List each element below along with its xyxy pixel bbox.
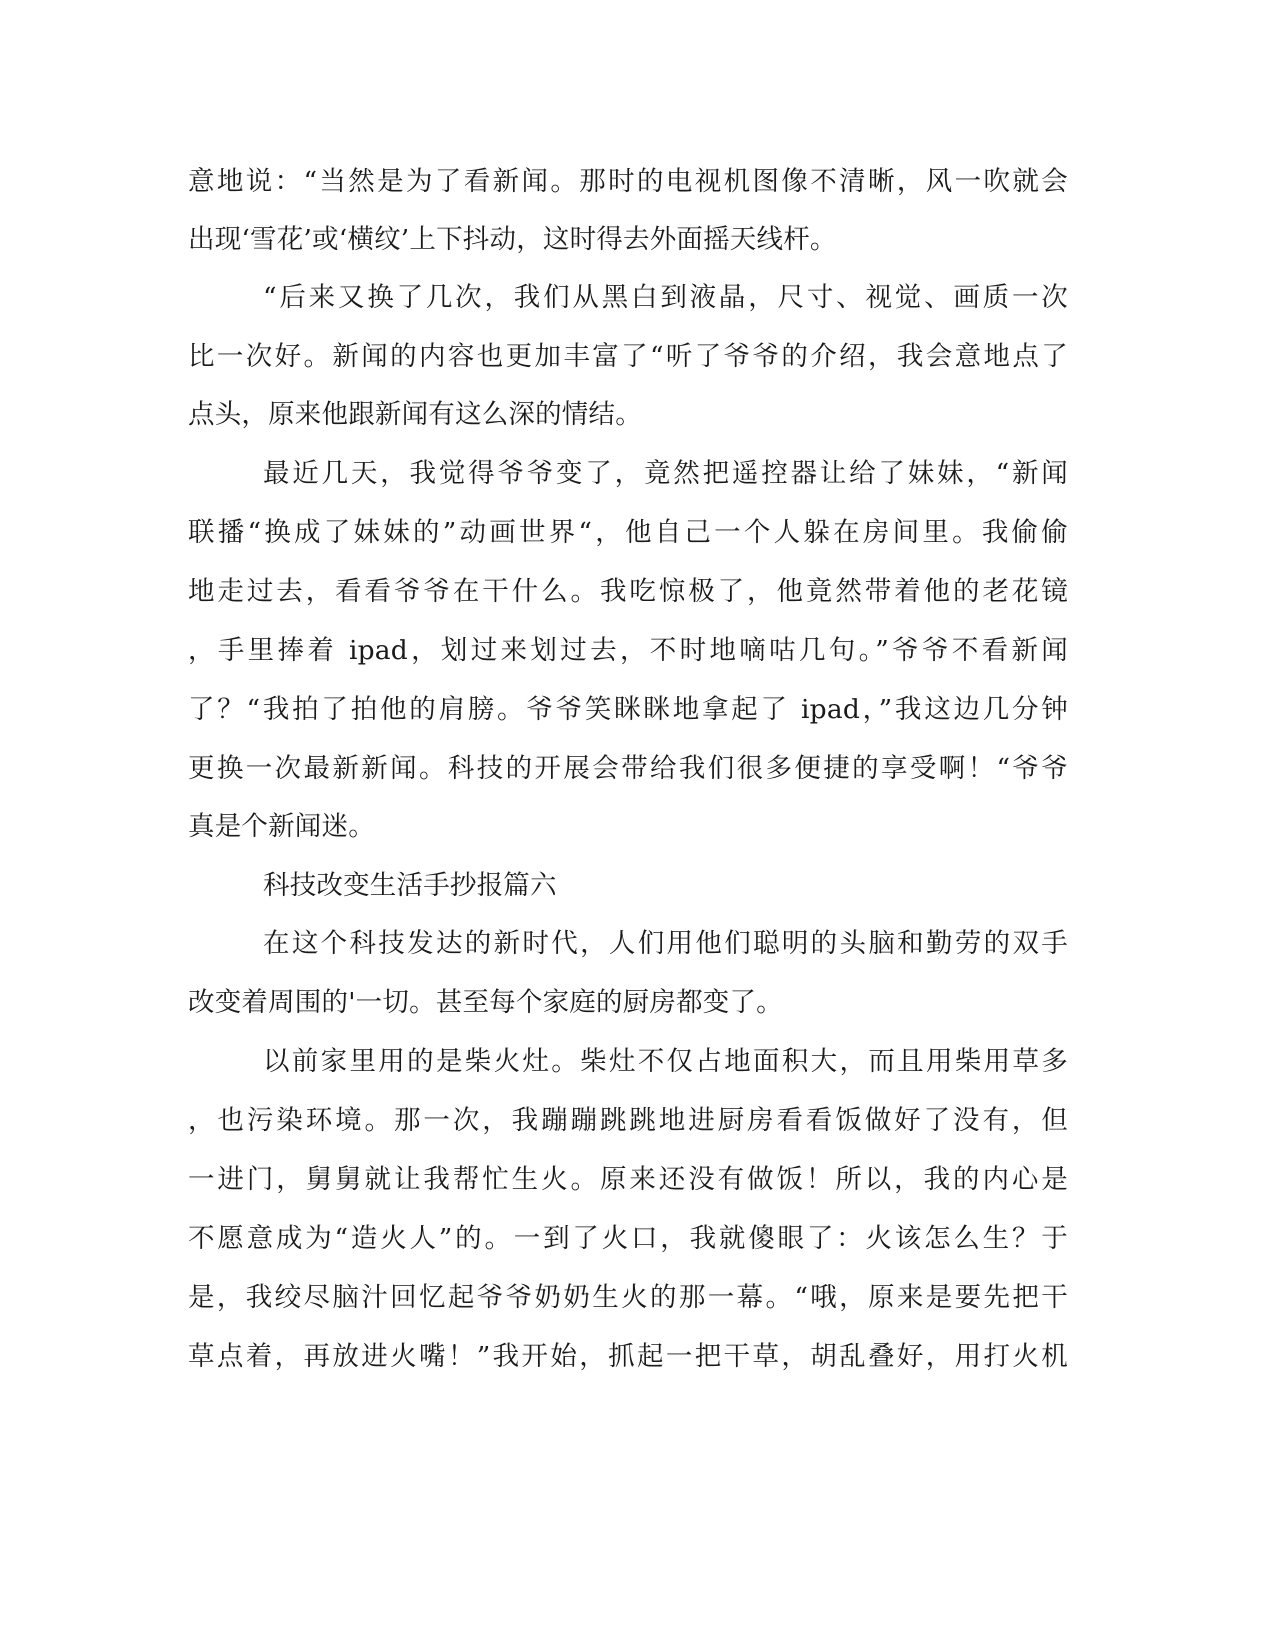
text-line: 草点着，再放进火嘴！”我开始，抓起一把干草，胡乱叠好，用打火机 [188, 1341, 1068, 1372]
text-line: 不愿意成为“造火人”的。一到了火口，我就傻眼了：火该怎么生？于 [188, 1223, 1068, 1254]
paragraph-first-line: 最近几天，我觉得爷爷变了，竟然把遥控器让给了妹妹，“新闻 [263, 458, 1068, 489]
text-line: 了？“我拍了拍他的肩膀。爷爷笑眯眯地拿起了 ipad，”我这边几分钟 [188, 694, 1068, 725]
text-line: 一进门，舅舅就让我帮忙生火。原来还没有做饭！所以，我的内心是 [188, 1164, 1068, 1195]
paragraph-first-line: 以前家里用的是柴火灶。柴灶不仅占地面积大，而且用柴用草多 [263, 1046, 1068, 1077]
section-heading: 科技改变生活手抄报篇六 [263, 870, 557, 901]
text-line: 更换一次最新新闻。科技的开展会带给我们很多便捷的享受啊！“爷爷 [188, 753, 1068, 784]
text-line: 联播“换成了妹妹的”动画世界“，他自己一个人躲在房间里。我偷偷 [188, 517, 1068, 548]
text-line: 是，我绞尽脑汁回忆起爷爷奶奶生火的那一幕。“哦，原来是要先把干 [188, 1282, 1068, 1313]
text-line: 意地说：“当然是为了看新闻。那时的电视机图像不清晰，风一吹就会 [188, 166, 1068, 197]
paragraph-first-line: 在这个科技发达的新时代，人们用他们聪明的头脑和勤劳的双手 [263, 928, 1068, 959]
text-line: 真是个新闻迷。 [188, 811, 375, 842]
paragraph-first-line: “后来又换了几次，我们从黑白到液晶，尺寸、视觉、画质一次 [263, 282, 1068, 313]
text-line: 改变着周围的'一切。甚至每个家庭的厨房都变了。 [188, 987, 783, 1018]
text-line: ，也污染环境。那一次，我蹦蹦跳跳地进厨房看看饭做好了没有，但 [188, 1105, 1068, 1136]
text-line: 点头，原来他跟新闻有这么深的情结。 [188, 399, 642, 430]
text-line: 比一次好。新闻的内容也更加丰富了“听了爷爷的介绍，我会意地点了 [188, 341, 1068, 372]
text-line: ，手里捧着 ipad，划过来划过去，不时地嘀咕几句。”爷爷不看新闻 [188, 635, 1068, 666]
text-line: 地走过去，看看爷爷在干什么。我吃惊极了，他竟然带着他的老花镜 [188, 576, 1068, 607]
text-line: 出现‘雪花’或‘横纹’上下抖动，这时得去外面摇天线杆。 [188, 224, 837, 255]
